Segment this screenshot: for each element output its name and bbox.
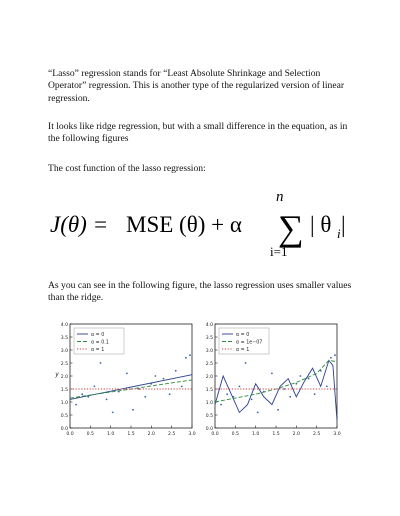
formula-sum-upper: n [276,190,284,205]
formula-term: MSE (θ) + α [126,212,242,237]
chart-left-y-tick-label: 3.5 [60,336,68,341]
formula-subscript: i [337,226,341,241]
chart-right [195,318,343,440]
chart-right-y-tick-label: 2.5 [205,362,213,367]
formula-sum-lower: i=1 [270,244,288,259]
chart-right-y-tick-label: 2.0 [205,375,213,380]
chart-left-data-point [100,362,102,364]
chart-left-y-tick-label: 2.0 [60,375,68,380]
chart-left-data-point [181,386,183,388]
chart-left-x-tick-label: 0.5 [86,432,94,437]
chart-left-x-tick-label: 1.5 [127,432,135,437]
chart-right-data-point [226,393,228,395]
chart-right-data-point [257,412,259,414]
chart-right-x-tick-label: 1.5 [272,432,280,437]
chart-left-data-point [75,404,77,406]
chart-left-data-point [144,396,146,398]
chart-right-data-point [245,362,247,364]
chart-right-x-tick-label: 2.0 [292,432,300,437]
chart-right-data-point [308,378,310,380]
chart-left-data-point [185,357,187,359]
chart-left-data-point [126,373,128,375]
chart-right-data-point [277,409,279,411]
chart-left-y-tick-label: 2.5 [60,362,68,367]
chart-left-y-tick-label: 0.0 [60,427,68,432]
chart-left-data-point [163,378,165,380]
chart-left-data-point [189,354,191,356]
chart-left-data-point [175,370,177,372]
chart-left [50,318,198,440]
chart-left-x-tick-label: 0.0 [66,432,74,437]
chart-right-x-tick-label: 1.0 [252,432,260,437]
chart-right-data-point [289,396,291,398]
chart-left-data-point [155,375,157,377]
paragraph-ridge-comparison: It looks like ridge regression, but with a small difference in the equation, as in the following figures [48,121,348,145]
formula-lhs: J(θ) = [50,212,109,237]
chart-left-y-tick-label: 0.5 [60,414,68,419]
chart-left-data-point [138,388,140,390]
paragraph-lasso-definition: “Lasso” regression stands for “Least Absolute Shrinkage and Selection Operator” regression. This is another type of the regularized version of linear regression. [48,68,345,104]
chart-right-data-point [295,383,297,385]
chart-right-x-tick-label: 0.0 [211,432,219,437]
chart-left-y-tick-label: 4.0 [60,323,68,328]
paragraph-figure-intro: As you can see in the following figure, the lasso regression uses smaller values than the ridge. [48,280,352,304]
chart-left-data-point [112,412,114,414]
chart-left-data-point [94,386,96,388]
chart-right-y-tick-label: 3.0 [205,349,213,354]
chart-right-data-point [283,388,285,390]
lasso-cost-formula [50,190,370,260]
chart-left-legend-label-2: α = 0.1 [91,340,109,346]
chart-right-y-tick-label: 0.5 [205,414,213,419]
chart-left-legend-label-1: α = 0 [91,332,105,338]
chart-right-data-point [271,373,273,375]
chart-left-legend-label-3: α = 1 [91,347,105,353]
chart-right-data-point [314,393,316,395]
chart-right-data-point [330,357,332,359]
chart-left-data-point [81,393,83,395]
chart-left-y-tick-label: 1.0 [60,401,68,406]
sigma-symbol: ∑ [278,208,304,248]
chart-right-legend-label-1: α = 0 [236,332,250,338]
chart-left-data-point [106,399,108,401]
chart-right-data-point [251,399,253,401]
chart-right-data-point [326,386,328,388]
chart-right-legend-label-3: α = 1 [236,347,250,353]
chart-right-data-point [300,375,302,377]
chart-left-x-tick-label: 3.0 [188,432,196,437]
chart-right-y-tick-label: 1.0 [205,401,213,406]
formula-close-bar: | [341,212,346,237]
chart-left-x-tick-label: 1.0 [107,432,115,437]
chart-right-x-tick-label: 3.0 [333,432,341,437]
chart-right-legend-label-2: α = 1e−07 [236,340,263,346]
chart-right-y-tick-label: 3.5 [205,336,213,341]
chart-left-y-tick-label: 1.5 [60,388,68,393]
chart-left-data-point [132,409,134,411]
chart-left-x-tick-label: 2.5 [168,432,176,437]
chart-right-y-tick-label: 0.0 [205,427,213,432]
paragraph-cost-function-intro: The cost function of the lasso regression: [48,163,206,174]
chart-right-data-point [334,354,336,356]
chart-left-data-point [169,393,171,395]
formula-summand: | θ [310,212,332,237]
chart-left-y-tick-label: 3.0 [60,349,68,354]
chart-right-y-tick-label: 1.5 [205,388,213,393]
chart-right-data-point [239,386,241,388]
chart-right-data-point [220,404,222,406]
chart-right-y-tick-label: 4.0 [205,323,213,328]
chart-right-x-tick-label: 2.5 [313,432,321,437]
chart-left-x-tick-label: 2.0 [147,432,155,437]
chart-right-x-tick-label: 0.5 [231,432,239,437]
chart-left-y-axis-label: y [55,371,59,378]
